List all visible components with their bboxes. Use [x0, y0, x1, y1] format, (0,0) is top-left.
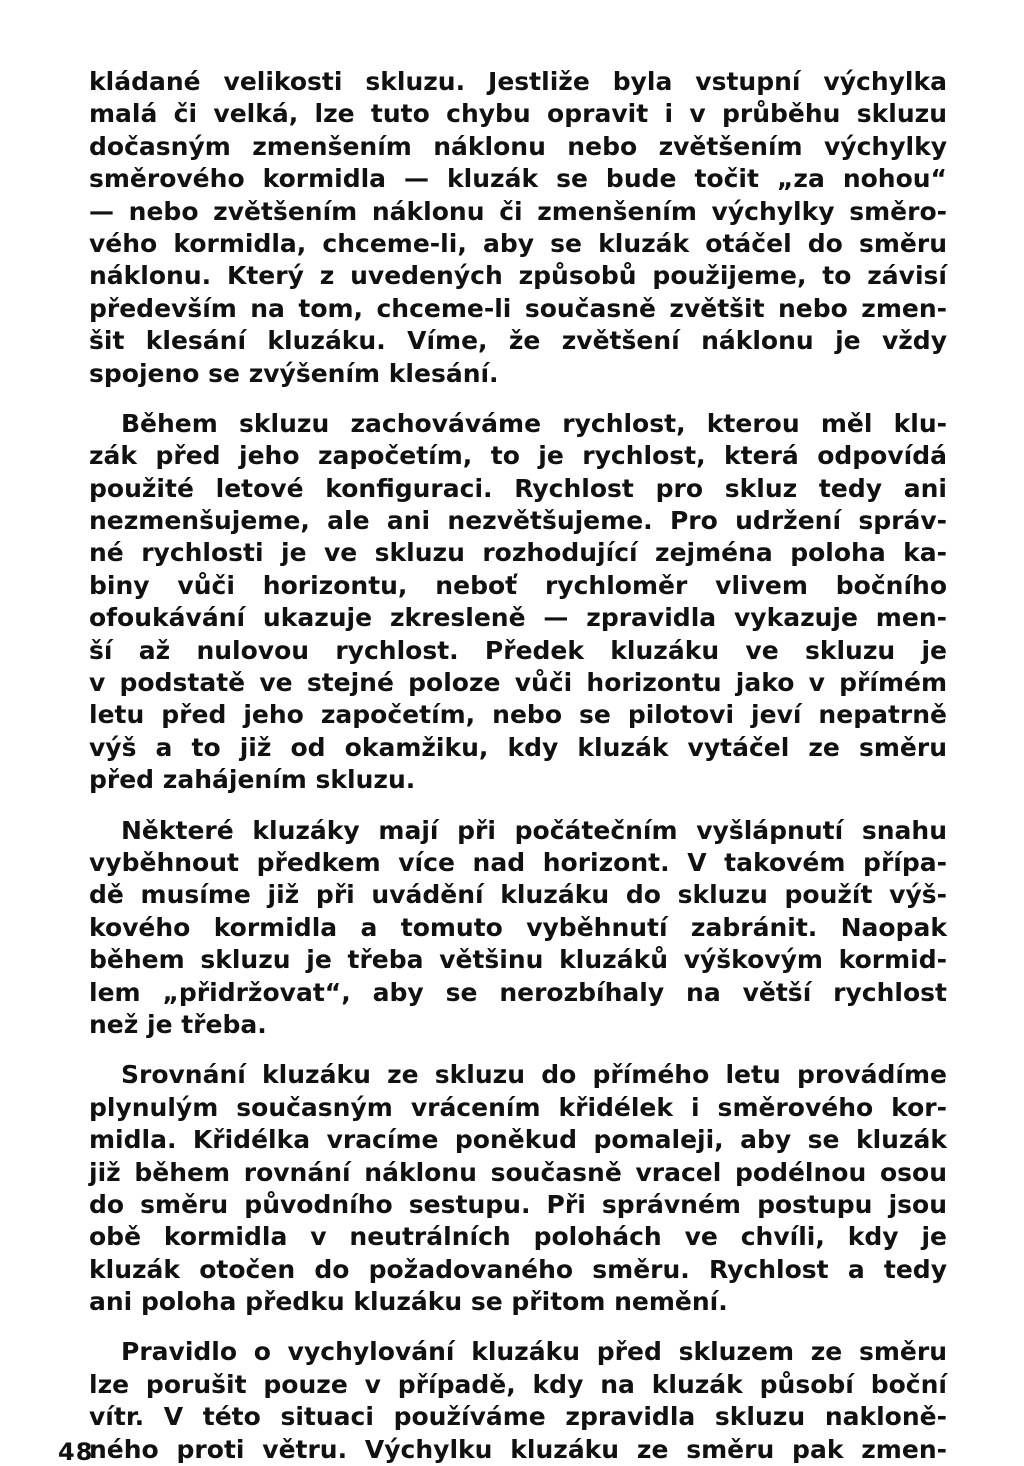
text-line: plynulým současným vrácením křidélek i směrového kor-: [89, 1092, 947, 1122]
text-line: Některé kluzáky mají při počátečním vyšlápnutí snahu: [121, 815, 947, 845]
text-line: ného proti větru. Výchylku kluzáku ze směru pak zmen-: [89, 1434, 947, 1464]
text-line: šit klesání kluzáku. Víme, že zvětšení náklonu je vždy: [89, 326, 947, 356]
paragraph-3: [89, 815, 947, 1042]
text-line: ofoukávání ukazuje zkresleně — zpravidla vykazuje men-: [89, 603, 947, 633]
text-line: kluzák otočen do požadovaného směru. Rychlost a tedy: [89, 1254, 947, 1284]
text-line: letu před jeho započetím, nebo se pilotovi jeví nepatrně: [89, 700, 947, 730]
paragraph-1: [89, 66, 947, 390]
text-line: lem „přidržovat“, aby se nerozbíhaly na větší rychlost: [89, 977, 947, 1007]
text-line: Srovnání kluzáku ze skluzu do přímého letu provádíme: [121, 1060, 947, 1090]
text-line: midla. Křidélka vracíme poněkud pomaleji, aby se kluzák: [89, 1125, 947, 1155]
text-line: nezmenšujeme, ale ani nezvětšujeme. Pro udržení správ-: [89, 506, 947, 536]
page-body: [89, 66, 947, 1466]
text-line: Během skluzu zachováváme rychlost, kterou měl klu-: [121, 408, 947, 438]
text-line: biny vůči horizontu, neboť rychloměr vlivem bočního: [89, 570, 947, 600]
text-line: spojeno se zvýšením klesání.: [89, 358, 499, 388]
text-line: obě kormidla v neutrálních polohách ve chvíli, kdy je: [89, 1222, 947, 1252]
text-line: před zahájením skluzu.: [89, 765, 416, 795]
page-number: 48: [58, 1438, 94, 1466]
text-line: směrového kormidla — kluzák se bude točit „za nohou“: [89, 164, 947, 194]
text-line: dočasným zmenšením náklonu nebo zvětšením výchylky: [89, 131, 947, 161]
text-line: — nebo zvětšením náklonu či zmenšením výchylky směro-: [89, 196, 947, 226]
paragraph-4: [89, 1059, 947, 1318]
text-line: zák před jeho započetím, to je rychlost, která odpovídá: [89, 441, 947, 471]
text-line: ani poloha předku kluzáku se přitom nemění.: [89, 1287, 728, 1317]
text-line: vítr. V této situaci používáme zpravidla skluzu nakloně-: [89, 1402, 947, 1432]
text-line: do směru původního sestupu. Při správném postupu jsou: [89, 1189, 947, 1219]
text-line: vyběhnout předkem více nad horizont. V takovém přípa-: [89, 847, 947, 877]
paragraph-5: [89, 1336, 947, 1466]
text-line: né rychlosti je ve skluzu rozhodující zejména poloha ka-: [89, 538, 947, 568]
text-line: vého kormidla, chceme-li, aby se kluzák otáčel do směru: [89, 228, 947, 258]
text-line: ší až nulovou rychlost. Předek kluzáku ve skluzu je: [89, 635, 947, 665]
text-line: použité letové konfiguraci. Rychlost pro skluz tedy ani: [89, 473, 947, 503]
text-line: především na tom, chceme-li současně zvětšit nebo zmen-: [89, 293, 947, 323]
text-line: během skluzu je třeba většinu kluzáků výškovým kormid-: [89, 945, 947, 975]
text-line: kládané velikosti skluzu. Jestliže byla vstupní výchylka: [89, 67, 947, 96]
text-line: v podstatě ve stejné poloze vůči horizontu jako v přímém: [89, 668, 947, 698]
text-line: výš a to již od okamžiku, kdy kluzák vytáčel ze směru: [89, 732, 947, 762]
text-line: náklonu. Který z uvedených způsobů použijeme, to závisí: [89, 261, 947, 291]
text-line: kového kormidla a tomuto vyběhnutí zabránit. Naopak: [89, 912, 947, 942]
text-line: již během rovnání náklonu současně vracel podélnou osou: [89, 1157, 947, 1187]
text-line: Pravidlo o vychylování kluzáku před skluzem ze směru: [121, 1337, 947, 1367]
text-line: lze porušit pouze v případě, kdy na kluzák působí boční: [89, 1369, 947, 1399]
text-line: malá či velká, lze tuto chybu opravit i v průběhu skluzu: [89, 99, 947, 129]
text-line: dě musíme již při uvádění kluzáku do skluzu použít výš-: [89, 880, 947, 910]
paragraph-2: [89, 408, 947, 797]
text-line: než je třeba.: [89, 1009, 267, 1039]
